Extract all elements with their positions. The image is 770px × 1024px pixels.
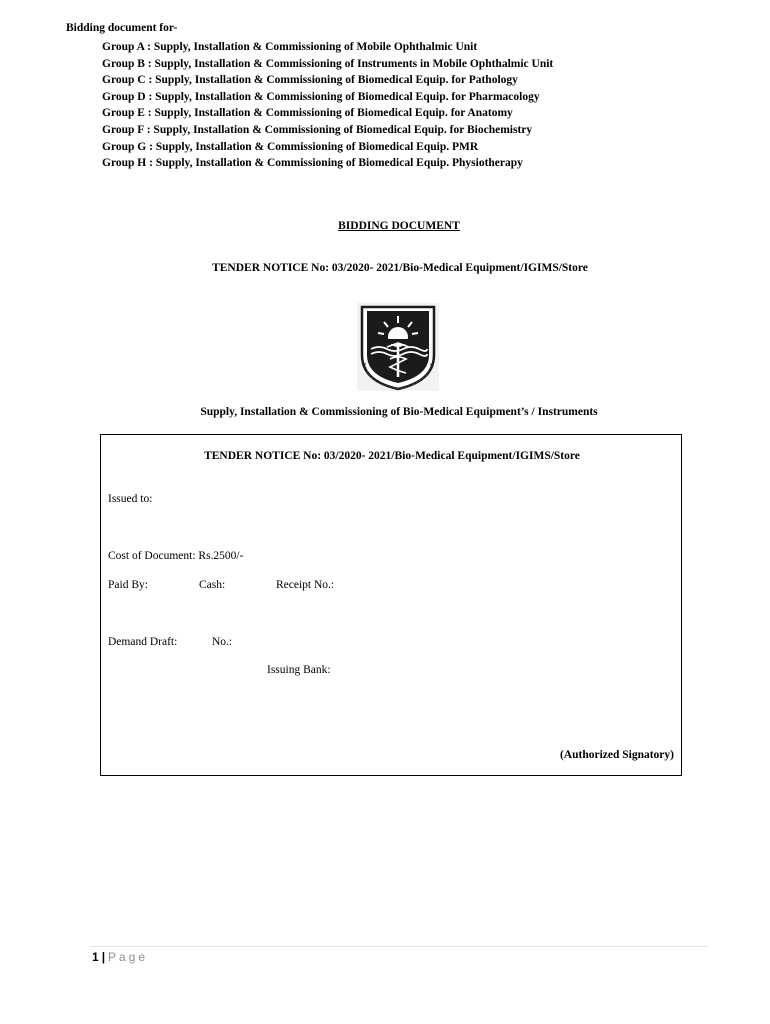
supply-description: Supply, Installation & Commissioning of Bio-Medical Equipment’s / Instruments — [200, 406, 598, 418]
group-item: Group A : Supply, Installation & Commissioning of Mobile Ophthalmic Unit — [102, 41, 478, 53]
group-item: Group B : Supply, Installation & Commissioning of Instruments in Mobile Ophthalmic Unit — [102, 57, 554, 70]
issued-to-label: Issued to: — [108, 493, 153, 505]
group-item: Group G : Supply, Installation & Commissioning of Biomedical Equip. PMR — [102, 140, 479, 153]
group-item: Group D : Supply, Installation & Commissioning of Biomedical Equip. for Pharmacology — [102, 90, 540, 103]
group-list — [102, 39, 553, 172]
paid-by-label: Paid By: — [108, 579, 148, 591]
tender-notice: TENDER NOTICE No: 03/2020- 2021/Bio-Medical Equipment/IGIMS/Store — [212, 262, 588, 274]
group-item: Group F : Supply, Installation & Commissioning of Biomedical Equip. for Biochemistry — [102, 123, 533, 136]
page-number: 1 — [92, 950, 99, 964]
document-issue-form — [100, 434, 682, 776]
demand-draft-label: Demand Draft: — [108, 636, 178, 648]
institute-emblem-icon — [357, 303, 439, 391]
cash-label: Cash: — [199, 579, 226, 591]
issuing-bank-label: Issuing Bank: — [267, 664, 331, 676]
group-item: Group C : Supply, Installation & Commissioning of Biomedical Equip. for Pathology — [102, 74, 518, 87]
dd-number-label: No.: — [212, 636, 233, 648]
cost-of-document: Cost of Document: Rs.2500/- — [108, 550, 244, 562]
document-title: BIDDING DOCUMENT — [338, 220, 460, 232]
group-item: Group E : Supply, Installation & Commissioning of Biomedical Equip. for Anatomy — [102, 107, 513, 120]
receipt-no-label: Receipt No.: — [276, 579, 335, 591]
page-footer — [92, 950, 148, 964]
footer-divider — [90, 946, 708, 947]
footer-separator: | — [101, 950, 106, 964]
page-word: Page — [108, 950, 149, 964]
group-item: Group H : Supply, Installation & Commissioning of Biomedical Equip. Physiotherapy — [102, 157, 523, 170]
authorized-signatory: (Authorized Signatory) — [559, 749, 674, 761]
document-intro: Bidding document for- — [66, 22, 178, 34]
form-title: TENDER NOTICE No: 03/2020- 2021/Bio-Medical Equipment/IGIMS/Store — [204, 450, 580, 462]
